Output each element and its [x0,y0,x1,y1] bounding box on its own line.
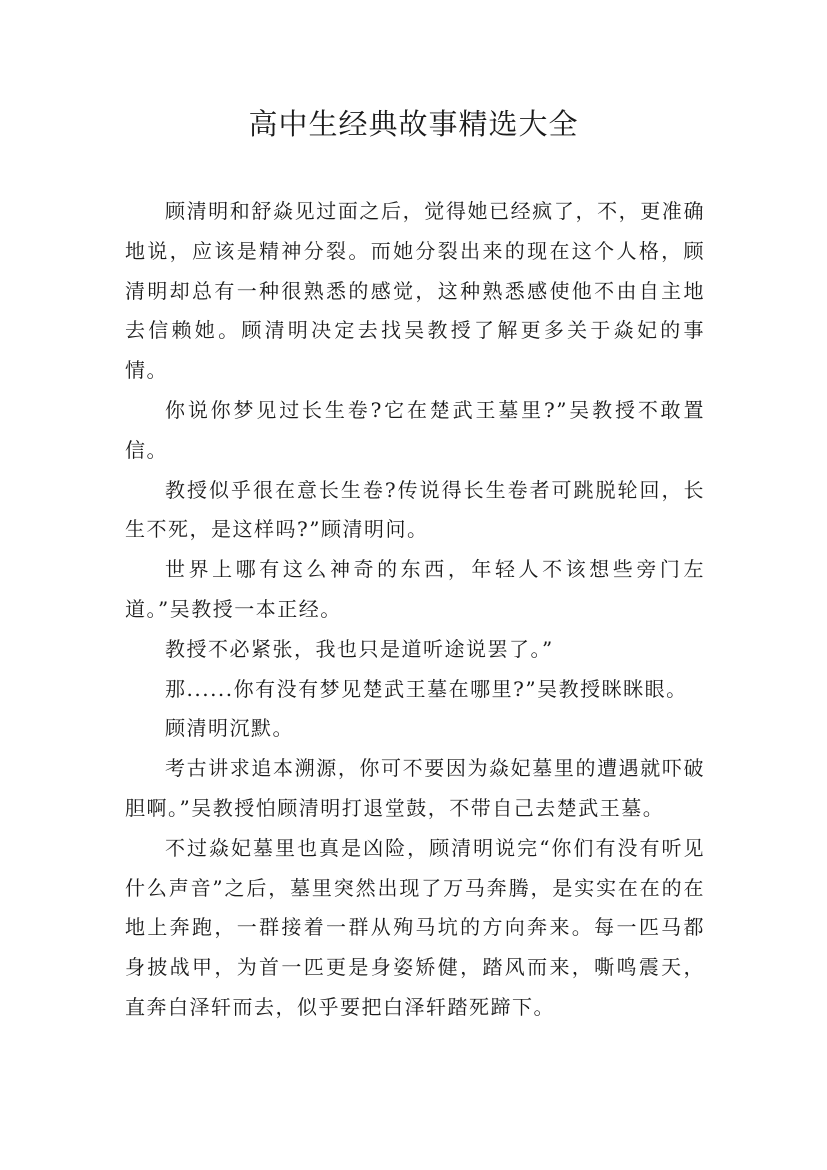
paragraph: 考古讲求追本溯源，你可不要因为焱妃墓里的遭遇就吓破胆啊。”吴教授怕顾清明打退堂鼓，不带自己去楚武王墓。 [125,756,705,820]
paragraph: 那......你有没有梦见楚武王墓在哪里?”吴教授眯眯眼。 [165,676,688,701]
paragraph: 教授不必紧张，我也只是道听途说罢了。” [165,636,554,661]
paragraph: 世界上哪有这么神奇的东西，年轻人不该想些旁门左道。”吴教授一本正经。 [125,557,705,621]
paragraph: 你说你梦见过长生卷?它在楚武王墓里?”吴教授不敢置信。 [125,397,705,462]
paragraph: 顾清明和舒焱见过面之后，觉得她已经疯了，不，更准确地说，应该是精神分裂。而她分裂出来的现在这个人格，顾清明却总有一种很熟悉的感觉，这种熟悉感使他不由自主地去信赖她。顾清明决定去找吴教授了解更多关于焱妃的事情。 [125,199,705,383]
document-body [125,192,705,1028]
paragraph: 不过焱妃墓里也真是凶险，顾清明说完“你们有没有听见什么声音”之后，墓里突然出现了万马奔腾，是实实在在的在地上奔跑，一群接着一群从殉马坑的方向奔来。每一匹马都身披战甲，为首一匹更是身姿矫健，踏风而来，嘶鸣震天，直奔白泽轩而去，似乎要把白泽轩踏死蹄下。 [125,835,705,1019]
paragraph: 教授似乎很在意长生卷?传说得长生卷者可跳脱轮回，长生不死，是这样吗?”顾清明问。 [125,477,705,542]
paragraph: 顾清明沉默。 [165,716,294,741]
document-title: 高中生经典故事精选大全 [248,107,579,141]
